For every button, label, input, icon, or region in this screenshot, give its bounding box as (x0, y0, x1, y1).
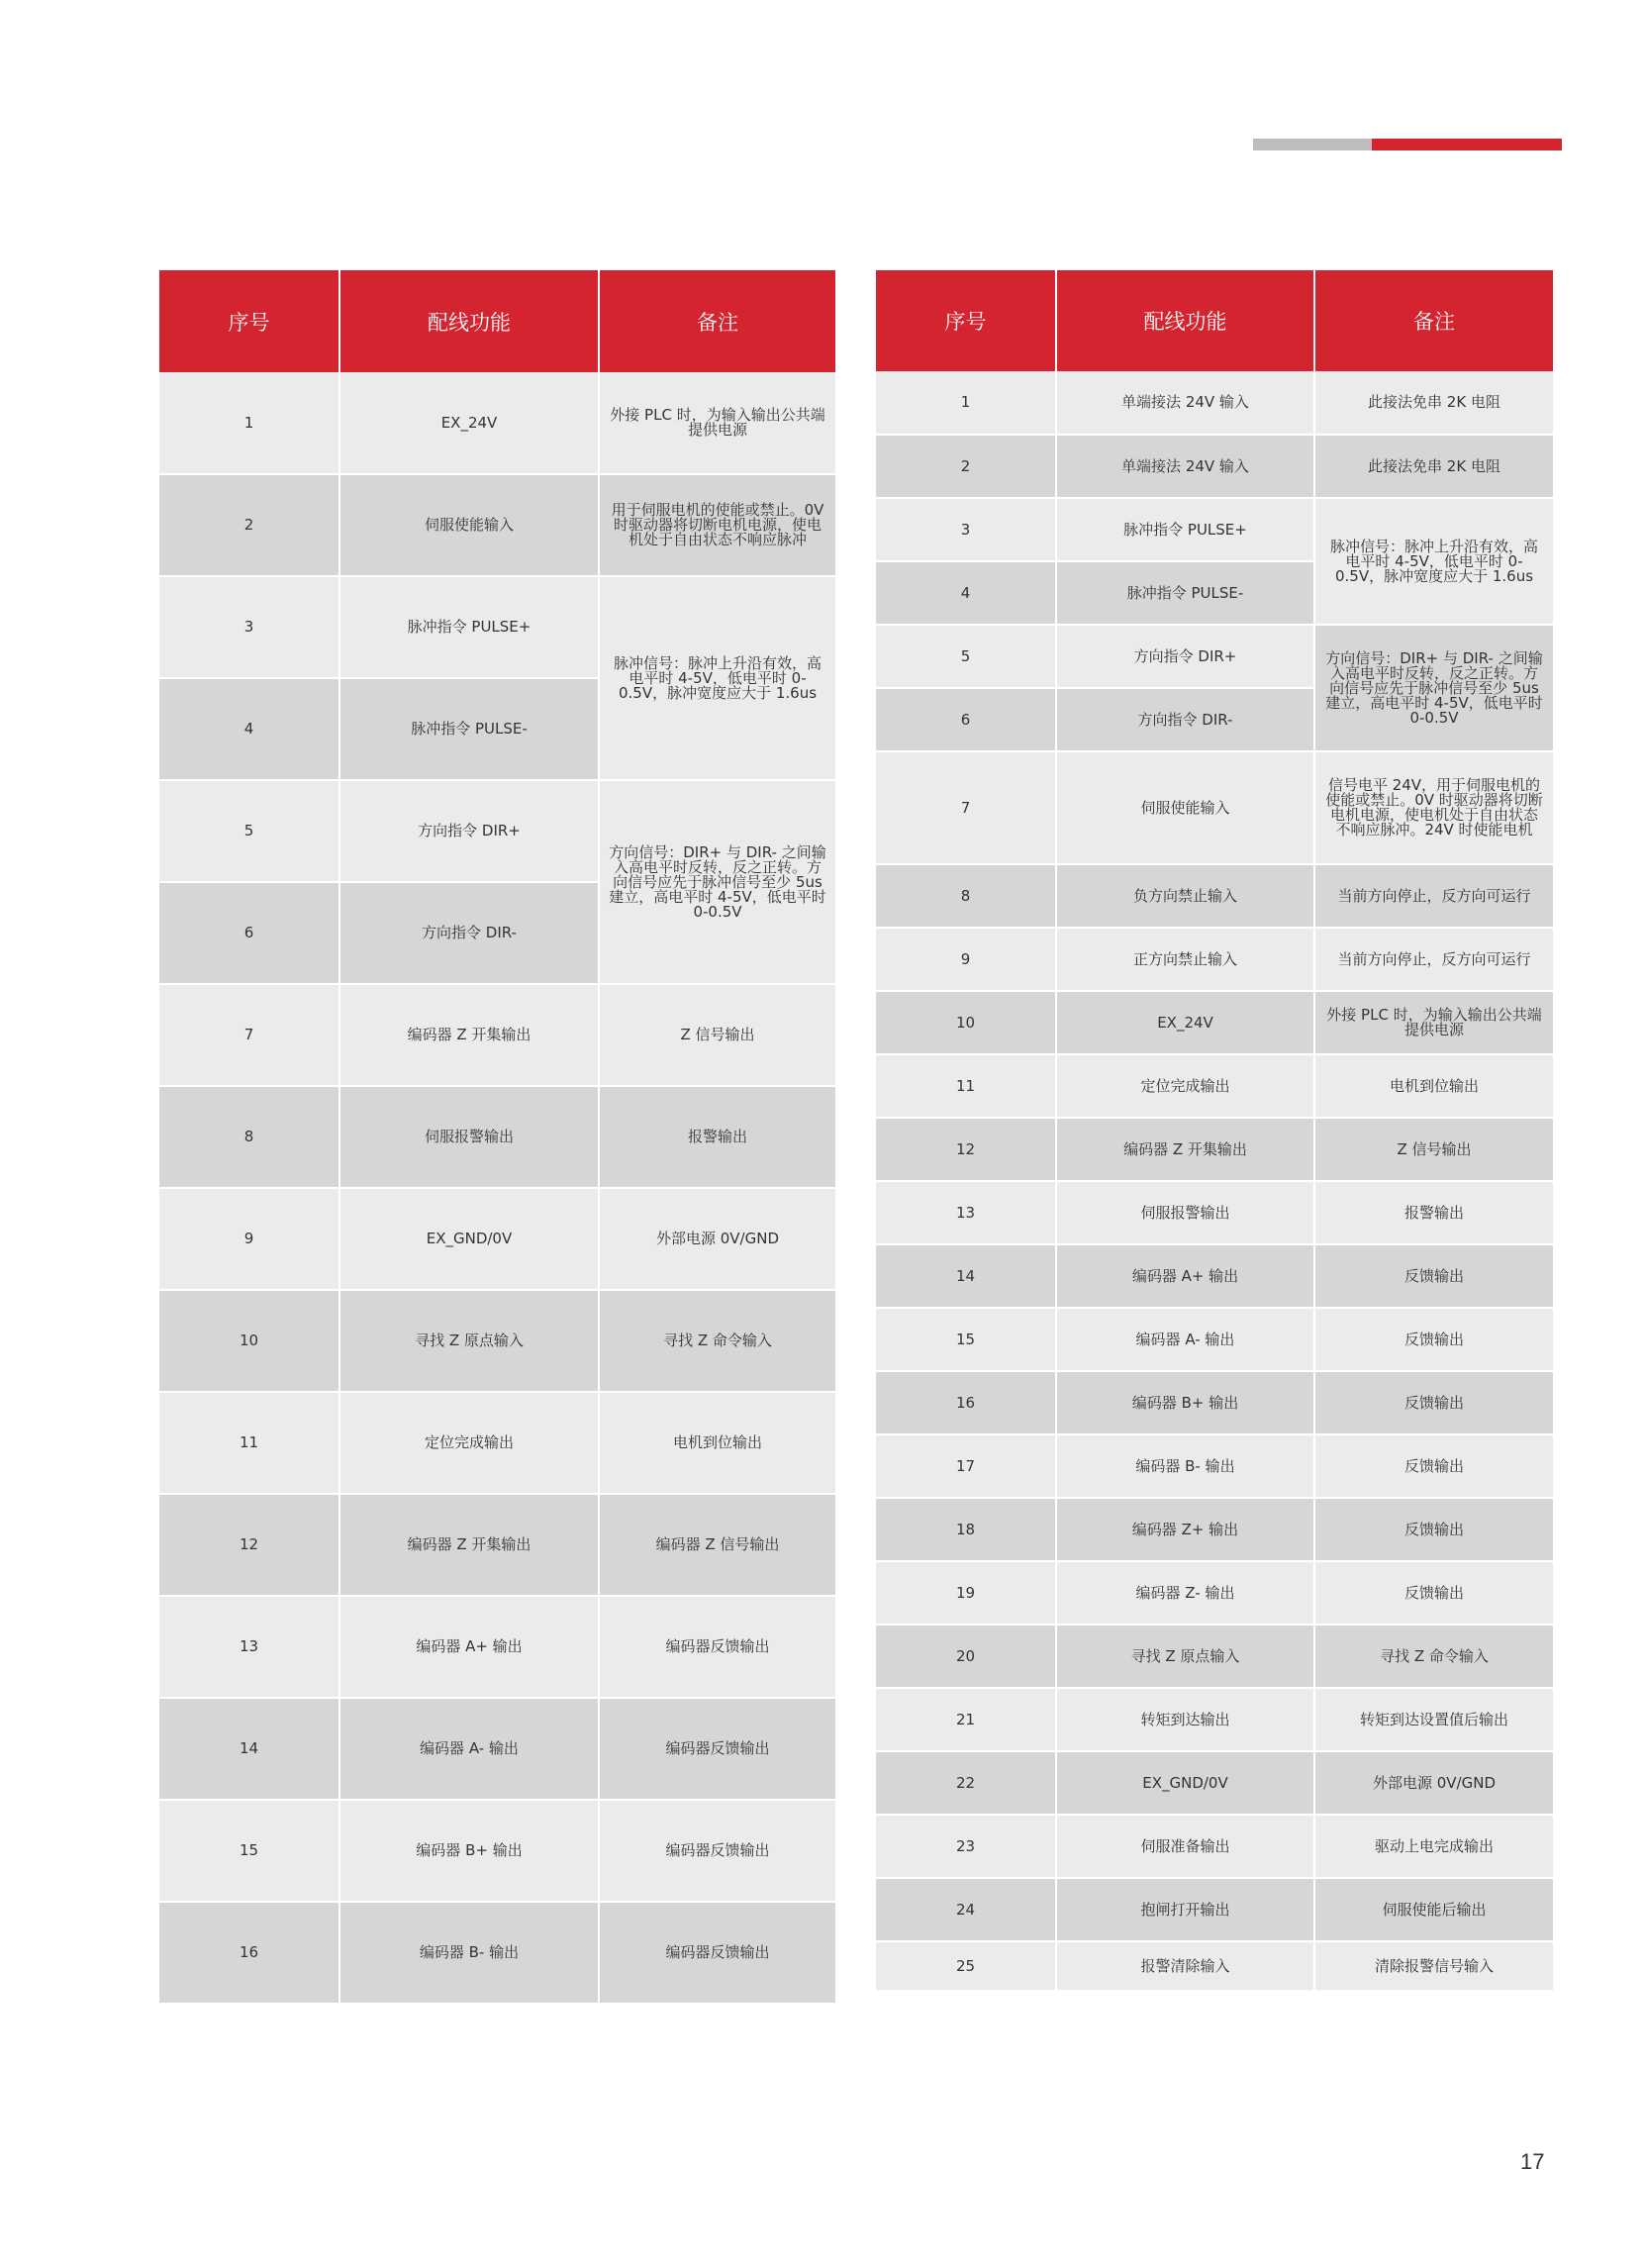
table-row (876, 1878, 1553, 1941)
cell-remark: 脉冲信号：脉冲上升沿有效，高电平时 4-5V，低电平时 0-0.5V，脉冲宽度应大于 1.6us (599, 576, 835, 780)
cell-function: 编码器 Z 开集输出 (339, 984, 599, 1086)
cell-no: 11 (876, 1054, 1056, 1118)
cell-function: 编码器 A- 输出 (1056, 1308, 1314, 1371)
cell-function: 编码器 A+ 输出 (1056, 1244, 1314, 1308)
cell-no: 2 (159, 474, 339, 576)
cell-no: 8 (159, 1086, 339, 1188)
cell-remark: 寻找 Z 命令输入 (599, 1290, 835, 1392)
cell-remark: 当前方向停止，反方向可运行 (1314, 928, 1553, 991)
cell-function: 编码器 B- 输出 (1056, 1434, 1314, 1498)
table-row (159, 1800, 835, 1902)
table-row (876, 1181, 1553, 1244)
table-header-row (876, 270, 1553, 371)
cell-no: 15 (876, 1308, 1056, 1371)
header-no: 序号 (159, 270, 339, 372)
cell-function: 编码器 A+ 输出 (339, 1596, 599, 1698)
cell-no: 10 (876, 991, 1056, 1054)
cell-no: 2 (876, 435, 1056, 498)
table-row (159, 1698, 835, 1800)
table-row (876, 1308, 1553, 1371)
cell-remark: 反馈输出 (1314, 1244, 1553, 1308)
cell-function: 编码器 B+ 输出 (339, 1800, 599, 1902)
cell-remark: 驱动上电完成输出 (1314, 1815, 1553, 1878)
cell-function: 正方向禁止输入 (1056, 928, 1314, 991)
cell-function: 方向指令 DIR+ (339, 780, 599, 882)
cell-function: EX_GND/0V (1056, 1751, 1314, 1815)
table-row (159, 1086, 835, 1188)
cell-remark: 寻找 Z 命令输入 (1314, 1625, 1553, 1688)
table-row (876, 371, 1553, 435)
cell-function: 编码器 Z 开集输出 (339, 1494, 599, 1596)
cell-no: 5 (159, 780, 339, 882)
cell-remark: 此接法免串 2K 电阻 (1314, 435, 1553, 498)
cell-remark: 反馈输出 (1314, 1561, 1553, 1625)
cell-no: 15 (159, 1800, 339, 1902)
cell-no: 10 (159, 1290, 339, 1392)
header-no: 序号 (876, 270, 1056, 371)
cell-function: 编码器 Z- 输出 (1056, 1561, 1314, 1625)
table-row (876, 1434, 1553, 1498)
table-row (159, 1494, 835, 1596)
cell-function: 负方向禁止输入 (1056, 864, 1314, 928)
table-row (876, 1625, 1553, 1688)
cell-function: 方向指令 DIR- (339, 882, 599, 984)
cell-remark: 编码器 Z 信号输出 (599, 1494, 835, 1596)
table-header-row (159, 270, 835, 372)
cell-function: 脉冲指令 PULSE- (339, 678, 599, 780)
cell-function: 报警清除输入 (1056, 1941, 1314, 1991)
cell-no: 7 (159, 984, 339, 1086)
cell-function: 伺服报警输出 (1056, 1181, 1314, 1244)
cell-function: 单端接法 24V 输入 (1056, 371, 1314, 435)
cell-function: 脉冲指令 PULSE- (1056, 561, 1314, 625)
cell-function: 寻找 Z 原点输入 (1056, 1625, 1314, 1688)
cell-no: 7 (876, 751, 1056, 864)
cell-remark: 反馈输出 (1314, 1498, 1553, 1561)
cell-no: 25 (876, 1941, 1056, 1991)
header-remark: 备注 (1314, 270, 1553, 371)
table-row (876, 1815, 1553, 1878)
cell-function: 转矩到达输出 (1056, 1688, 1314, 1751)
cell-remark: 转矩到达设置值后输出 (1314, 1688, 1553, 1751)
cell-no: 1 (876, 371, 1056, 435)
cell-no: 5 (876, 625, 1056, 688)
table-row (876, 864, 1553, 928)
cell-remark: 报警输出 (599, 1086, 835, 1188)
cell-no: 9 (159, 1188, 339, 1290)
cell-function: 方向指令 DIR+ (1056, 625, 1314, 688)
cell-remark: 外接 PLC 时，为输入输出公共端提供电源 (1314, 991, 1553, 1054)
table-row (876, 1054, 1553, 1118)
table-row (876, 498, 1553, 561)
cell-function: 单端接法 24V 输入 (1056, 435, 1314, 498)
cell-function: 定位完成输出 (339, 1392, 599, 1494)
cell-remark: 外部电源 0V/GND (1314, 1751, 1553, 1815)
cell-no: 6 (876, 688, 1056, 751)
table-row (876, 625, 1553, 688)
table-row (159, 1902, 835, 2004)
table-row (876, 1751, 1553, 1815)
cell-function: 编码器 Z+ 输出 (1056, 1498, 1314, 1561)
cell-remark: 编码器反馈输出 (599, 1902, 835, 2004)
header-decor-gray-bar (1253, 139, 1372, 150)
table-row (159, 1392, 835, 1494)
cell-no: 16 (159, 1902, 339, 2004)
cell-function: 伺服使能输入 (339, 474, 599, 576)
cell-remark: 反馈输出 (1314, 1434, 1553, 1498)
cell-function: 编码器 B+ 输出 (1056, 1371, 1314, 1434)
cell-no: 13 (876, 1181, 1056, 1244)
table-row (876, 1941, 1553, 1991)
cell-remark: 编码器反馈输出 (599, 1596, 835, 1698)
cell-remark: 此接法免串 2K 电阻 (1314, 371, 1553, 435)
cell-no: 8 (876, 864, 1056, 928)
cell-function: 伺服准备输出 (1056, 1815, 1314, 1878)
cell-function: EX_24V (1056, 991, 1314, 1054)
cell-remark: 电机到位输出 (599, 1392, 835, 1494)
cell-function: 定位完成输出 (1056, 1054, 1314, 1118)
cell-function: 编码器 B- 输出 (339, 1902, 599, 2004)
table-row (876, 1118, 1553, 1181)
cell-no: 16 (876, 1371, 1056, 1434)
page-number: 17 (1520, 2149, 1545, 2174)
cell-function: 寻找 Z 原点输入 (339, 1290, 599, 1392)
cell-remark: 当前方向停止，反方向可运行 (1314, 864, 1553, 928)
table-row (159, 576, 835, 678)
cell-remark: 外部电源 0V/GND (599, 1188, 835, 1290)
cell-remark: 方向信号：DIR+ 与 DIR- 之间输入高电平时反转，反之正转。方向信号应先于脉冲信号至少 5us 建立，高电平时 4-5V，低电平时 0-0.5V (1314, 625, 1553, 751)
cell-function: EX_24V (339, 372, 599, 474)
table-row (876, 991, 1553, 1054)
cell-no: 4 (876, 561, 1056, 625)
cell-no: 21 (876, 1688, 1056, 1751)
table-row (876, 751, 1553, 864)
table-row (159, 474, 835, 576)
wiring-table-right (876, 270, 1553, 1992)
cell-no: 3 (159, 576, 339, 678)
cell-function: 编码器 A- 输出 (339, 1698, 599, 1800)
cell-no: 4 (159, 678, 339, 780)
table-row (876, 1371, 1553, 1434)
cell-remark: Z 信号输出 (1314, 1118, 1553, 1181)
cell-no: 14 (876, 1244, 1056, 1308)
cell-no: 1 (159, 372, 339, 474)
table-row (876, 435, 1553, 498)
cell-no: 12 (876, 1118, 1056, 1181)
table-row (876, 928, 1553, 991)
cell-remark: 伺服使能后输出 (1314, 1878, 1553, 1941)
cell-remark: Z 信号输出 (599, 984, 835, 1086)
table-row (159, 780, 835, 882)
table-row (876, 1498, 1553, 1561)
cell-function: 伺服报警输出 (339, 1086, 599, 1188)
cell-remark: 清除报警信号输入 (1314, 1941, 1553, 1991)
cell-no: 14 (159, 1698, 339, 1800)
cell-remark: 外接 PLC 时，为输入输出公共端提供电源 (599, 372, 835, 474)
cell-remark: 脉冲信号：脉冲上升沿有效，高电平时 4-5V，低电平时 0-0.5V，脉冲宽度应大于 1.6us (1314, 498, 1553, 625)
cell-remark: 反馈输出 (1314, 1371, 1553, 1434)
table-row (159, 984, 835, 1086)
cell-remark: 用于伺服电机的使能或禁止。0V 时驱动器将切断电机电源，使电机处于自由状态不响应脉冲 (599, 474, 835, 576)
table-row (159, 1290, 835, 1392)
cell-no: 18 (876, 1498, 1056, 1561)
cell-no: 23 (876, 1815, 1056, 1878)
table-row (159, 1188, 835, 1290)
cell-function: 方向指令 DIR- (1056, 688, 1314, 751)
cell-no: 24 (876, 1878, 1056, 1941)
cell-no: 20 (876, 1625, 1056, 1688)
table-row (876, 1688, 1553, 1751)
cell-remark: 方向信号：DIR+ 与 DIR- 之间输入高电平时反转，反之正转。方向信号应先于脉冲信号至少 5us 建立，高电平时 4-5V，低电平时 0-0.5V (599, 780, 835, 984)
cell-no: 13 (159, 1596, 339, 1698)
header-function: 配线功能 (339, 270, 599, 372)
table-row (876, 1244, 1553, 1308)
cell-function: 抱闸打开输出 (1056, 1878, 1314, 1941)
table-row (159, 372, 835, 474)
cell-no: 22 (876, 1751, 1056, 1815)
cell-function: 脉冲指令 PULSE+ (1056, 498, 1314, 561)
cell-function: 编码器 Z 开集输出 (1056, 1118, 1314, 1181)
cell-function: 脉冲指令 PULSE+ (339, 576, 599, 678)
cell-remark: 报警输出 (1314, 1181, 1553, 1244)
cell-function: EX_GND/0V (339, 1188, 599, 1290)
cell-no: 17 (876, 1434, 1056, 1498)
cell-remark: 信号电平 24V，用于伺服电机的使能或禁止。0V 时驱动器将切断电机电源，使电机处于自由状态不响应脉冲。24V 时使能电机 (1314, 751, 1553, 864)
cell-remark: 编码器反馈输出 (599, 1698, 835, 1800)
cell-no: 19 (876, 1561, 1056, 1625)
cell-no: 3 (876, 498, 1056, 561)
table-row (159, 1596, 835, 1698)
cell-no: 12 (159, 1494, 339, 1596)
cell-no: 6 (159, 882, 339, 984)
cell-no: 11 (159, 1392, 339, 1494)
cell-remark: 编码器反馈输出 (599, 1800, 835, 1902)
header-function: 配线功能 (1056, 270, 1314, 371)
cell-remark: 电机到位输出 (1314, 1054, 1553, 1118)
wiring-table-left (159, 270, 835, 2005)
table-row (876, 1561, 1553, 1625)
cell-no: 9 (876, 928, 1056, 991)
cell-function: 伺服使能输入 (1056, 751, 1314, 864)
header-decor-red-bar (1372, 139, 1562, 150)
header-remark: 备注 (599, 270, 835, 372)
cell-remark: 反馈输出 (1314, 1308, 1553, 1371)
